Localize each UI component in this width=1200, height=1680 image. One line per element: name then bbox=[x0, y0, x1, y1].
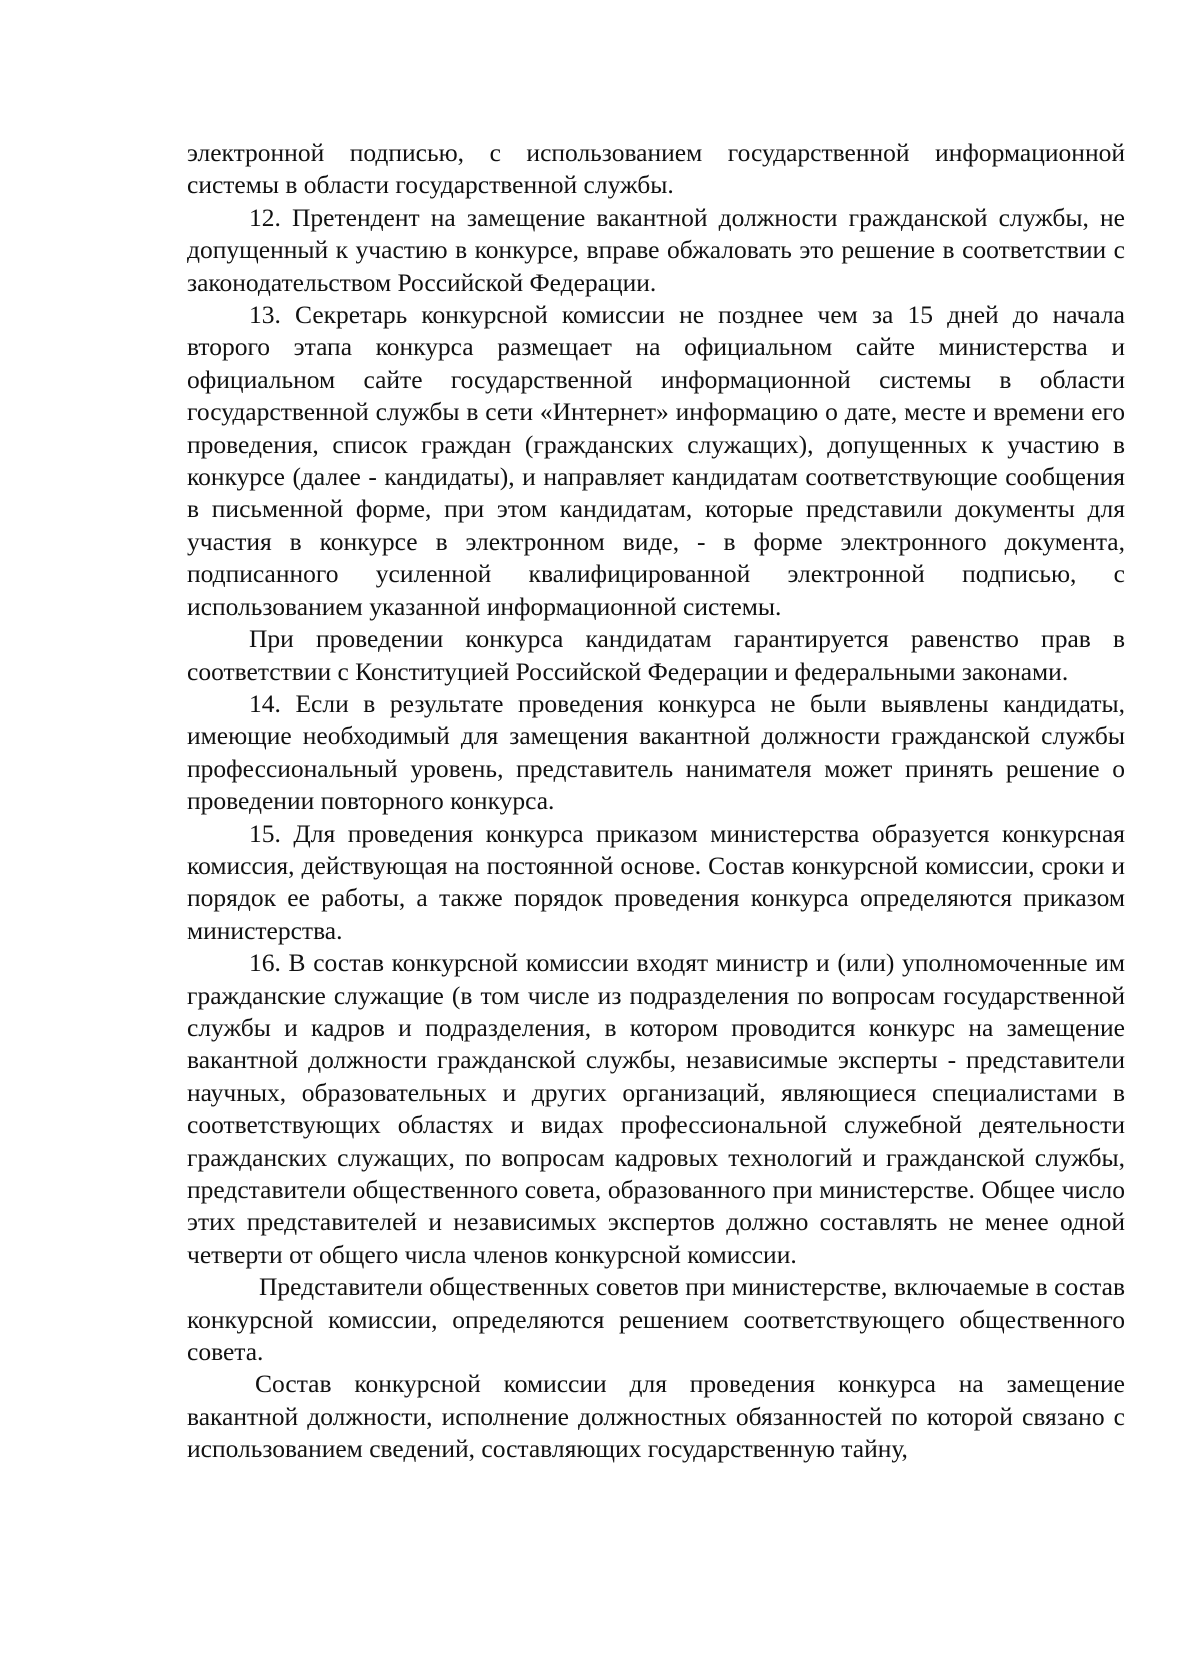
paragraph-12: 12. Претендент на замещение вакантной должности гражданской службы, не допущенный к участию в конкурсе, вправе обжаловать это решение в соответствии с законодательством Российской Федерации. bbox=[187, 202, 1125, 297]
document-text bbox=[187, 137, 1125, 1466]
paragraph-13: 13. Секретарь конкурсной комиссии не позднее чем за 15 дней до начала второго этапа конкурса размещает на официальном сайте министерства и официальном сайте государственной информационной системы в области государственной службы в сети «Интернет» информацию о дате, месте и времени его проведения, список граждан (гражданских служащих), допущенных к участию в конкурсе (далее - кандидаты), и направляет кандидатам соответствующие сообщения в письменной форме, при этом кандидатам, которые представили документы для участия в конкурсе в электронном виде, - в форме электронного документа, подписанного усиленной квалифицированной электронной подписью, с использованием указанной информационной системы. bbox=[187, 300, 1125, 621]
paragraph-public-councils: Представители общественных советов при министерстве, включаемые в состав конкурсной комиссии, определяются решением соответствующего общественного совета. bbox=[187, 1272, 1125, 1367]
paragraph-continuation: электронной подписью, с использованием государственной информационной системы в области государственной службы. bbox=[187, 138, 1125, 200]
paragraph-16: 16. В состав конкурсной комиссии входят министр и (или) уполномоченные им гражданские служащие (в том числе из подразделения по вопросам государственной службы и кадров и подразделения, в котором проводится конкурс на замещение вакантной должности гражданской службы, независимые эксперты - представители научных, образовательных и других организаций, являющиеся специалистами в соответствующих областях и видах профессиональной служебной деятельности гражданских служащих, по вопросам кадровых технологий и гражданской службы, представители общественного совета, образованного при министерстве. Общее число этих представителей и независимых экспертов должно составлять не менее одной четверти от общего числа членов конкурсной комиссии. bbox=[187, 948, 1125, 1269]
paragraph-equal-rights: При проведении конкурса кандидатам гарантируется равенство прав в соответствии с Конституцией Российской Федерации и федеральными законами. bbox=[187, 624, 1125, 686]
paragraph-15: 15. Для проведения конкурса приказом министерства образуется конкурсная комиссия, действующая на постоянной основе. Состав конкурсной комиссии, сроки и порядок ее работы, а также порядок проведения конкурса определяются приказом министерства. bbox=[187, 818, 1125, 945]
paragraph-commission-composition: Состав конкурсной комиссии для проведения конкурса на замещение вакантной должности, исполнение должностных обязанностей по которой связано с использованием сведений, составляющих государственную тайну, bbox=[187, 1369, 1125, 1464]
paragraph-14: 14. Если в результате проведения конкурса не были выявлены кандидаты, имеющие необходимый для замещения вакантной должности гражданской службы профессиональный уровень, представитель нанимателя может принять решение о проведении повторного конкурса. bbox=[187, 688, 1125, 816]
